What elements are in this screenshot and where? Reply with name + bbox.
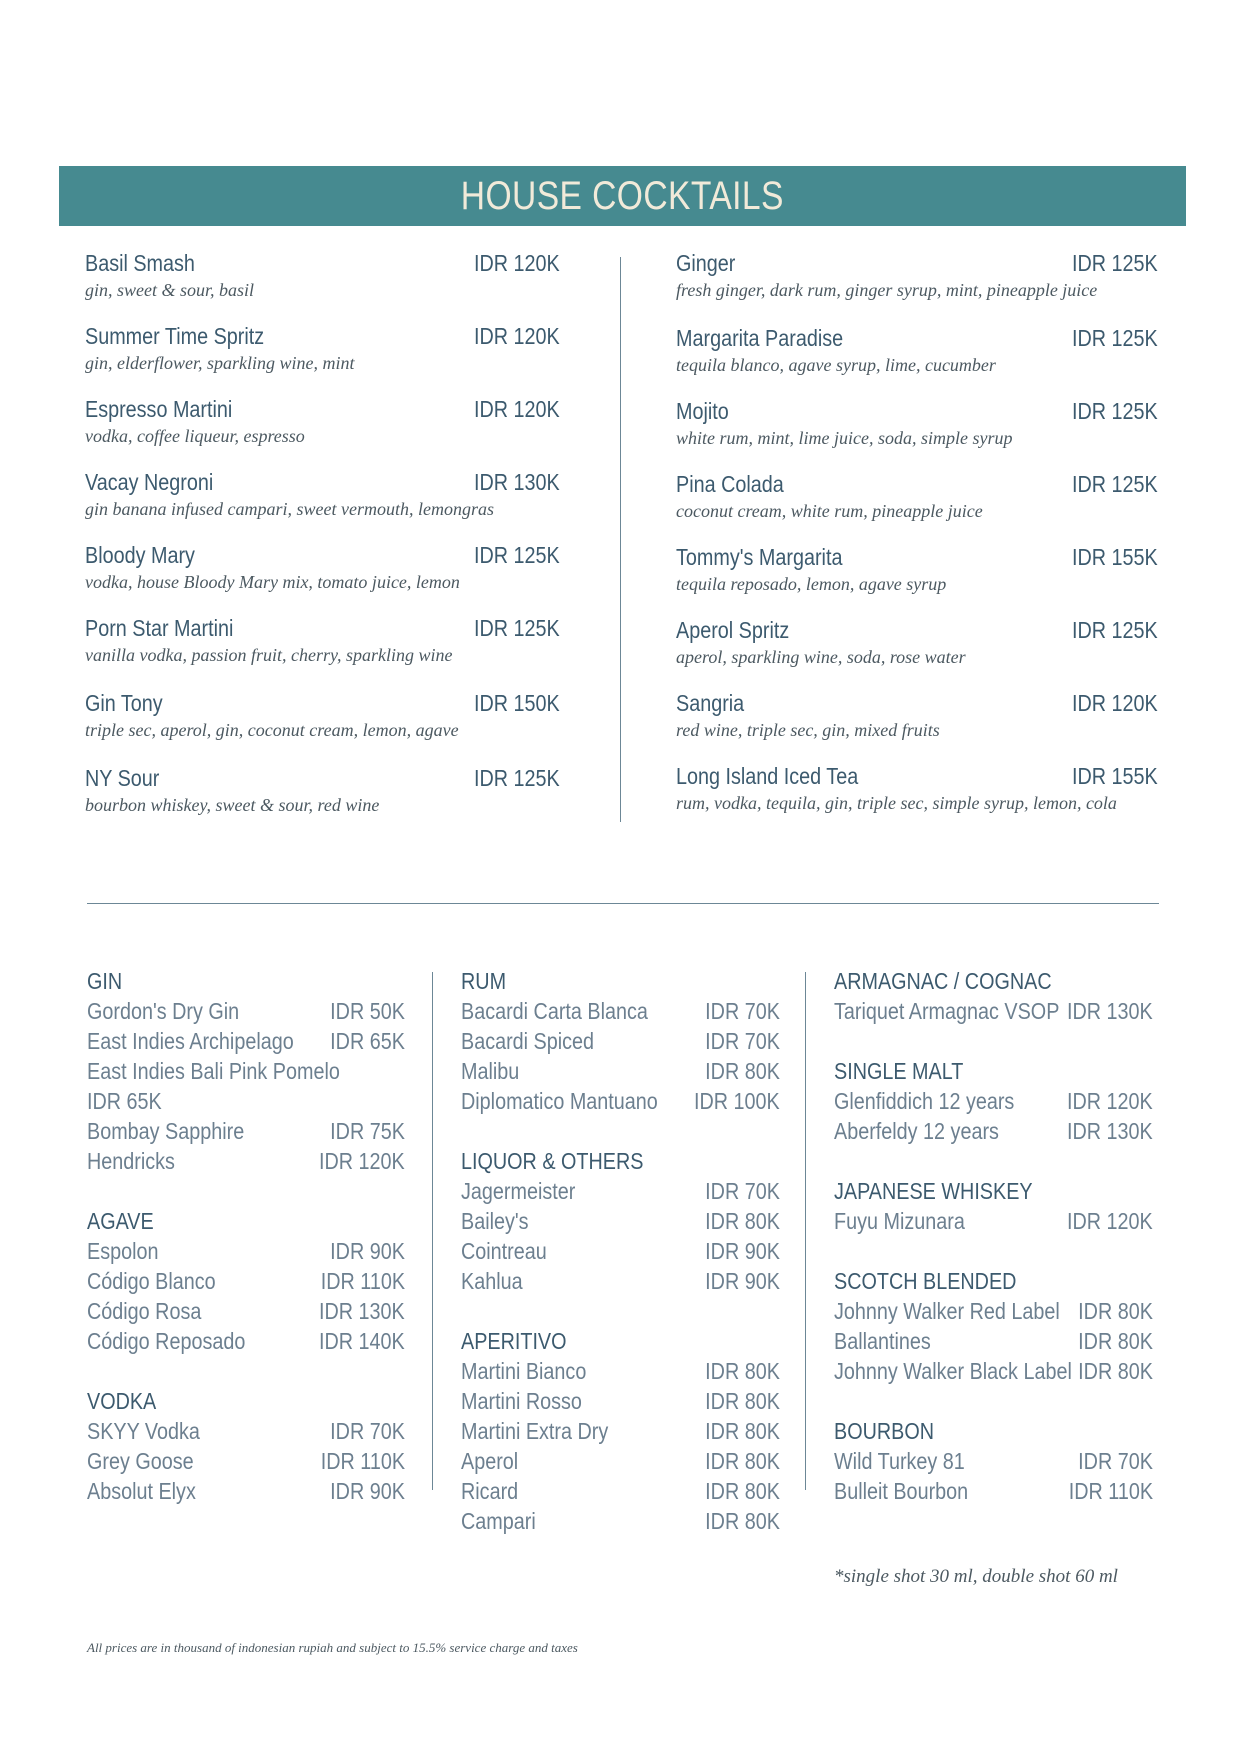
- section-heading-liquor: LIQUOR & OTHERS: [461, 1148, 644, 1174]
- cocktail-name: Mojito: [676, 398, 729, 424]
- spirit-name: Malibu: [461, 1058, 520, 1084]
- spirit-price: IDR 80K: [705, 1418, 780, 1444]
- spirit-price: IDR 70K: [705, 998, 780, 1024]
- spirit-name: Johnny Walker Black Label: [834, 1358, 1072, 1384]
- cocktail-price: IDR 125K: [474, 615, 560, 641]
- spirit-price: IDR 80K: [705, 1208, 780, 1234]
- cocktail-name: Vacay Negroni: [85, 469, 214, 495]
- spirit-price: IDR 110K: [320, 1448, 405, 1474]
- cocktail-description: fresh ginger, dark rum, ginger syrup, mint, pineapple juice: [676, 280, 1098, 300]
- spirit-name: Bailey's: [461, 1208, 529, 1234]
- spirit-name: Aperol: [461, 1448, 519, 1474]
- spirit-price: IDR 65K: [87, 1088, 162, 1114]
- section-heading-bourbon: BOURBON: [834, 1418, 935, 1444]
- cocktail-price: IDR 120K: [474, 250, 560, 276]
- spirits-divider-1: [432, 972, 433, 1490]
- cocktail-description: red wine, triple sec, gin, mixed fruits: [676, 720, 940, 740]
- spirit-name: Ricard: [461, 1478, 519, 1504]
- spirit-price: IDR 80K: [1078, 1298, 1153, 1324]
- spirit-name: East Indies Bali Pink Pomelo: [87, 1058, 340, 1084]
- spirit-price: IDR 100K: [694, 1088, 780, 1114]
- cocktail-description: vodka, house Bloody Mary mix, tomato juice, lemon: [85, 572, 460, 592]
- spirit-name: Bulleit Bourbon: [834, 1478, 969, 1504]
- spirit-name: Martini Rosso: [461, 1388, 582, 1414]
- cocktail-description: gin banana infused campari, sweet vermouth, lemongras: [85, 499, 494, 519]
- section-separator: [87, 903, 1159, 904]
- cocktail-name: Gin Tony: [85, 690, 163, 716]
- spirit-price: IDR 90K: [330, 1478, 405, 1504]
- cocktail-description: aperol, sparkling wine, soda, rose water: [676, 647, 966, 667]
- spirit-name: Diplomatico Mantuano: [461, 1088, 658, 1114]
- cocktail-name: Long Island Iced Tea: [676, 763, 859, 789]
- spirits-divider-2: [805, 972, 806, 1490]
- section-heading-scotch: SCOTCH BLENDED: [834, 1268, 1017, 1294]
- spirit-name: Glenfiddich 12 years: [834, 1088, 1015, 1114]
- spirit-name: Ballantines: [834, 1328, 931, 1354]
- spirit-name: Campari: [461, 1508, 536, 1534]
- spirit-name: Wild Turkey 81: [834, 1448, 965, 1474]
- cocktail-price: IDR 125K: [1072, 471, 1158, 497]
- cocktail-name: Sangria: [676, 690, 745, 716]
- spirit-name: Bacardi Carta Blanca: [461, 998, 648, 1024]
- spirit-price: IDR 70K: [1078, 1448, 1153, 1474]
- cocktail-name: Margarita Paradise: [676, 325, 844, 351]
- section-heading-armagnac: ARMAGNAC / COGNAC: [834, 968, 1052, 994]
- spirit-name: SKYY Vodka: [87, 1418, 200, 1444]
- spirit-price: IDR 80K: [705, 1058, 780, 1084]
- cocktail-name: Espresso Martini: [85, 396, 233, 422]
- cocktail-description: white rum, mint, lime juice, soda, simple syrup: [676, 428, 1013, 448]
- cocktail-price: IDR 155K: [1072, 763, 1158, 789]
- section-heading-aperitivo: APERITIVO: [461, 1328, 567, 1354]
- cocktail-description: gin, elderflower, sparkling wine, mint: [85, 353, 355, 373]
- spirit-name: Gordon's Dry Gin: [87, 998, 240, 1024]
- cocktail-price: IDR 125K: [1072, 325, 1158, 351]
- spirit-name: Absolut Elyx: [87, 1478, 196, 1504]
- spirit-price: IDR 110K: [1068, 1478, 1153, 1504]
- cocktail-description: rum, vodka, tequila, gin, triple sec, simple syrup, lemon, cola: [676, 793, 1117, 813]
- spirit-price: IDR 140K: [319, 1328, 405, 1354]
- cocktail-price: IDR 125K: [474, 542, 560, 568]
- section-heading-rum: RUM: [461, 968, 507, 994]
- section-heading-gin: GIN: [87, 968, 123, 994]
- spirit-price: IDR 120K: [1067, 1208, 1153, 1234]
- spirit-price: IDR 80K: [1078, 1358, 1153, 1384]
- cocktail-price: IDR 125K: [474, 765, 560, 791]
- page-title: HOUSE COCKTAILS: [460, 173, 785, 218]
- spirit-price: IDR 70K: [705, 1028, 780, 1054]
- cocktail-name: Bloody Mary: [85, 542, 195, 568]
- spirit-price: IDR 130K: [1067, 1118, 1153, 1144]
- cocktail-name: Porn Star Martini: [85, 615, 234, 641]
- spirit-price: IDR 110K: [320, 1268, 405, 1294]
- spirit-name: Hendricks: [87, 1148, 175, 1174]
- spirit-name: Código Reposado: [87, 1328, 246, 1354]
- spirit-price: IDR 90K: [705, 1238, 780, 1264]
- spirit-name: Grey Goose: [87, 1448, 194, 1474]
- spirit-name: Código Rosa: [87, 1298, 202, 1324]
- cocktail-price: IDR 120K: [474, 396, 560, 422]
- spirit-price: IDR 120K: [1067, 1088, 1153, 1114]
- cocktail-description: coconut cream, white rum, pineapple juice: [676, 501, 983, 521]
- cocktail-name: Aperol Spritz: [676, 617, 790, 643]
- spirit-name: Espolon: [87, 1238, 159, 1264]
- cocktail-price: IDR 125K: [1072, 398, 1158, 424]
- cocktail-price: IDR 155K: [1072, 544, 1158, 570]
- spirit-price: IDR 70K: [705, 1178, 780, 1204]
- cocktail-name: NY Sour: [85, 765, 160, 791]
- shot-size-note: *single shot 30 ml, double shot 60 ml: [834, 1566, 1118, 1587]
- spirit-name: East Indies Archipelago: [87, 1028, 294, 1054]
- cocktail-description: bourbon whiskey, sweet & sour, red wine: [85, 795, 380, 815]
- cocktails-divider: [620, 257, 621, 822]
- section-heading-japanese: JAPANESE WHISKEY: [834, 1178, 1033, 1204]
- section-heading-single-malt: SINGLE MALT: [834, 1058, 964, 1084]
- cocktail-description: triple sec, aperol, gin, coconut cream, lemon, agave: [85, 720, 459, 740]
- cocktail-price: IDR 150K: [474, 690, 560, 716]
- cocktail-name: Ginger: [676, 250, 736, 276]
- spirit-price: IDR 80K: [705, 1448, 780, 1474]
- spirit-price: IDR 65K: [330, 1028, 405, 1054]
- spirit-price: IDR 80K: [705, 1358, 780, 1384]
- spirit-name: Fuyu Mizunara: [834, 1208, 965, 1234]
- spirit-price: IDR 70K: [330, 1418, 405, 1444]
- spirit-price: IDR 80K: [705, 1508, 780, 1534]
- section-heading-vodka: VODKA: [87, 1388, 157, 1414]
- spirit-name: Bombay Sapphire: [87, 1118, 245, 1144]
- cocktail-price: IDR 125K: [1072, 250, 1158, 276]
- spirit-price: IDR 130K: [1067, 998, 1153, 1024]
- spirit-price: IDR 75K: [330, 1118, 405, 1144]
- spirit-price: IDR 80K: [1078, 1328, 1153, 1354]
- cocktail-name: Tommy's Margarita: [676, 544, 843, 570]
- spirit-name: Kahlua: [461, 1268, 523, 1294]
- cocktail-price: IDR 120K: [474, 323, 560, 349]
- cocktail-description: tequila reposado, lemon, agave syrup: [676, 574, 947, 594]
- section-heading-agave: AGAVE: [87, 1208, 154, 1234]
- spirit-price: IDR 50K: [330, 998, 405, 1024]
- cocktail-name: Basil Smash: [85, 250, 195, 276]
- cocktail-description: gin, sweet & sour, basil: [85, 280, 255, 300]
- spirit-price: IDR 130K: [319, 1298, 405, 1324]
- spirit-name: Tariquet Armagnac VSOP: [834, 998, 1060, 1024]
- spirit-price: IDR 90K: [330, 1238, 405, 1264]
- cocktail-description: vodka, coffee liqueur, espresso: [85, 426, 305, 446]
- spirit-name: Martini Bianco: [461, 1358, 587, 1384]
- spirit-name: Código Blanco: [87, 1268, 216, 1294]
- cocktail-price: IDR 130K: [474, 469, 560, 495]
- house-cocktails-banner: [59, 166, 1186, 226]
- footer-note: All prices are in thousand of indonesian rupiah and subject to 15.5% service charge and taxes: [87, 1640, 578, 1655]
- spirit-price: IDR 80K: [705, 1388, 780, 1414]
- spirit-name: Cointreau: [461, 1238, 547, 1264]
- cocktail-description: vanilla vodka, passion fruit, cherry, sparkling wine: [85, 645, 453, 665]
- cocktail-name: Pina Colada: [676, 471, 784, 497]
- spirit-name: Martini Extra Dry: [461, 1418, 609, 1444]
- cocktail-description: tequila blanco, agave syrup, lime, cucumber: [676, 355, 996, 375]
- cocktail-price: IDR 120K: [1072, 690, 1158, 716]
- spirit-price: IDR 120K: [319, 1148, 405, 1174]
- cocktail-name: Summer Time Spritz: [85, 323, 265, 349]
- cocktail-price: IDR 125K: [1072, 617, 1158, 643]
- spirit-price: IDR 80K: [705, 1478, 780, 1504]
- spirit-name: Jagermeister: [461, 1178, 576, 1204]
- spirit-name: Johnny Walker Red Label: [834, 1298, 1060, 1324]
- spirit-name: Aberfeldy 12 years: [834, 1118, 999, 1144]
- spirit-price: IDR 90K: [705, 1268, 780, 1294]
- spirit-name: Bacardi Spiced: [461, 1028, 595, 1054]
